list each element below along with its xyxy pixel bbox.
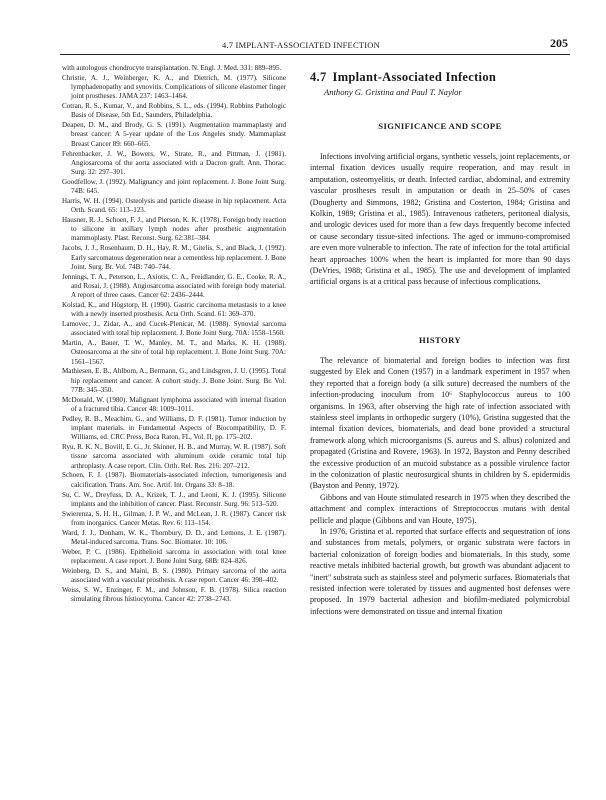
- reference-entry: Su, C. W., Dreyfuss, D. A., Krizek, T. J., and Leoni, K. J. (1995). Silicone implants and the inhibition of cancer. Plast. Reconstr. Surg. 96: 513–520.: [62, 490, 286, 508]
- reference-entry: Swierenza, S. H. H., Gilman, J. P. W., and McLean, J. R. (1987). Cancer risk from inorganics. Cancer Metas. Rev. 6: 113–154.: [62, 509, 286, 527]
- page-header: [60, 36, 570, 55]
- article-column: [310, 64, 570, 617]
- reference-entry: Jennings, T. A., Peterson, L., Axiotis, C. A., Freidlander, G. E., Cooke, R. A., and Rosai, J. (1988). Angiosarcoma associated with foreign body material. A report of three cases. Cancer 62: 2436–2444.: [62, 272, 286, 300]
- significance-paragraph: Infections involving artificial organs, synthetic vessels, joint replacements, or internal fixation devices usually require reoperation, and may result in amputation, osteomyelitis, or death. Infected cardiac, abdominal, and extremity vascular prostheses result in amputation or death in 25–50% of cases (Dougherty and Simmons, 1982; Gristina and Costerton, 1984; Gristina and Kolkin, 1989; Gristina et al., 1985). Intravenous catheters, peritoneal dialysis, and urologic devices used for more than a few days frequently become infected or cause secondary tissue-sited infections. The aged or immuno-compromised are even more vulnerable to infection. The rate of infection for the total artificial heart approaches 100% when the heart is implanted for more than 90 days (DeVries, 1988; Gristina et al., 1985). The use and development of implanted artificial organs is at a critical pass because of infectious complications.: [310, 152, 570, 287]
- reference-entry: Weinberg, D. S., and Maini, B. S. (1980). Primary sarcoma of the aorta associated with a vascular prosthesis. A case report. Cancer 46: 398–402.: [62, 566, 286, 585]
- reference-entry: Schoen, F. J. (1987). Biomaterials-associated infection, tumorigenesis and calcification. Trans. Am. Soc. Artif. Int. Organs 33: 8–18.: [62, 471, 286, 489]
- reference-entry: Weiss, S. W., Enzinger, F. M., and Johnson, F. B. (1978). Silica reaction simulating fibrous histiocytoma. Cancer 42: 2738–2743.: [62, 585, 286, 604]
- references-column: [62, 64, 286, 605]
- reference-entry: Lamovec, J., Zidar, A., and Cucek-Plenicar, M. (1988). Synovial sarcoma associated with total hip replacement. J. Bone Joint Surg. 70A: 1558–1560.: [62, 320, 286, 338]
- reference-entry: McDonald, W. (1980). Malignant lymphoma associated with internal fixation of a fractured tibia. Cancer 48: 1009–1011.: [62, 395, 286, 413]
- reference-entry: Weber, P. C. (1986). Epithelioid sarcoma in association with total knee replacement. A case report. J. Bone Joint Surg. 68B: 824–826.: [62, 547, 286, 565]
- reference-entry: Ryu, R. K. N., Bovill, E. G., Jr, Skinner, H. B., and Murray, W. R. (1987). Soft tissue sarcoma associated with aluminum oxide ceramic total hip arthroplasty. A case report. Clin. Orth. Rel. Res. 216: 207–212.: [62, 443, 286, 470]
- reference-entry: Deapen, D. M., and Brody, G. S. (1991). Augmentation mammaplasty and breast cancer: A 5-year update of the Los Angeles study. Mammaplast Breast Cancer 89: 660–665.: [62, 121, 286, 148]
- history-heading: HISTORY: [419, 334, 461, 345]
- section-title-text: Implant-Associated Infection: [332, 70, 497, 84]
- reference-entry: Harris, W. H. (1994). Osteolysis and particle disease in hip replacement. Acta Orth. Scand. 65: 113–123.: [62, 196, 286, 215]
- reference-entry: Jacobs, J. J., Rosenbaum, D. H., Hay, R. M., Gitelis, S., and Black, J. (1992). Early sarcomatous degeneration near a cementless hip replacement. J. Bone Joint. Surg. Br. Vol. 74B: 740–744.: [62, 244, 286, 271]
- reference-entry: with autologous chondrocyte transplantation. N. Engl. J. Med. 331: 889–895.: [62, 64, 282, 72]
- reference-entry: Christie, A. J., Weinberger, K. A., and Dietrich, M. (1977). Silicone lymphadenopathy and synovitis. Complications of silicone elastomer finger joint prostheses. JAMA 237: 1463–1464.: [62, 73, 286, 101]
- section-number: 4.7: [310, 70, 327, 84]
- reference-entry: Goodfellow, J. (1992). Malignancy and joint replacement. J. Bone Joint Surg. 74B: 645.: [62, 177, 286, 196]
- significance-heading: SIGNIFICANCE AND SCOPE: [378, 121, 502, 131]
- history-paragraph: The relevance of biomaterial and foreign bodies to infection was first suggested by Elek and Conen (1957) in a landmark experiment in 1957 when they reported that a foreign body (a silk suture) decreased the numbers of the infection-producing inoculum from 10⁶ Staphylococcus aureus to 100 organisms. In 1963, after observing the high rate of infection associated with stainless steel implants in orthopedic surgery (10%), Gristina suggested that the internal fixation devices, biomaterials, and dead bone provided a structural framework along which microorganisms (S. aureus and S. albus) colonized and propagated (Gristina and Rovere, 1963). In 1972, Bayston and Penny described the excessive production of an mucoid substance as a possible virulence factor in the colonization of plastic neurosurgical shunts in children by S. epidermidis (Bayston and Penny, 1972).: [310, 355, 570, 491]
- page-number: 205: [550, 36, 568, 50]
- reference-entry: Hausner, R. J., Schoen, F. J., and Pierson, K. K. (1978). Foreign body reaction to silicone in axillary lymph nodes after prosthetic augmentation mammoplasty. Plast. Reconst. Surg. 62:381–384.: [62, 216, 286, 243]
- reference-entry: Cotran, R. S., Kumar, V., and Robbins, S. L., eds. (1994). Robbins Pathologic Basis of Disease, 5th Ed., Saunders, Philadelphia.: [62, 102, 286, 120]
- running-title: 4.7 IMPLANT-ASSOCIATED INFECTION: [222, 40, 380, 50]
- reference-entry: Pedley, R. B., Meachim, G., and Williams, D. F. (1981). Tumor induction by implant materials. in Fundamental Aspects of Biocompatibility, D. F. Williams, ed. CRC Press, Boca Raton, FL, Vol. II, pp. 175–202.: [62, 414, 286, 442]
- history-paragraph: Gibbons and van Houte stimulated research in 1975 when they described the attachment and complex interactions of Streptococcus mutans with dental pellicle and plaque (Gibbons and van Houte, 1975).: [310, 492, 570, 525]
- history-paragraph: In 1976, Gristina et al. reported that surface effects and sequestration of ions and substances from metals, polymers, or organic substrata were factors in bacterial colonization of foreign bodies and biomaterials. In this study, some reactive metals inhibited bacterial growth, but growth was abundant adjacent to "inert" substrata such as stainless steel and polymeric surfaces. Biomaterials that resisted infection were tolerated by tissues and augmented host defenses were proposed. In 1979 bacterial adhesion and biofilm-mediated polymicrobial infections were demonstrated on tissue and internal fixation: [310, 526, 570, 616]
- reference-entry: Fehrenbacker, J. W., Bowers, W., Strate, R., and Pittman, J. (1981). Angiosarcoma of the aorta associated with a Dacron graft. Ann. Thorac. Surg. 32: 297–301.: [62, 149, 286, 176]
- reference-entry: Mathiesen, E. B., Ahlbom, A., Bermann, G., and Lindsgren, J. U. (1995). Total hip replacement and cancer. A cohort study. J. Bone Joint. Surg. Br. Vol. 77B: 345–350.: [62, 367, 286, 394]
- reference-entry: Ward, J. J., Dunham, W. K., Thornbury, D. D., and Lemons, J. E. (1987). Metal-induced sarcoma. Trans. Soc. Biomater. 10: 106.: [62, 528, 286, 546]
- section-authors: Anthony G. Gristina and Paul T. Naylor: [324, 87, 462, 97]
- section-title: [310, 70, 570, 85]
- reference-entry: Martin, A., Bauer, T. W., Manley, M. T., and Marks, K. H. (1988). Osteosarcoma at the site of total hip replacement. J. Bone Joint Surg. 70A: 1561–1567.: [62, 339, 286, 366]
- reference-entry: Kolstad, K., and Högstorp, H. (1990). Gastric carcinoma metastasis to a knee with a newly inserted prosthesis. Acta Orth. Scand. 61: 369–370.: [62, 300, 286, 319]
